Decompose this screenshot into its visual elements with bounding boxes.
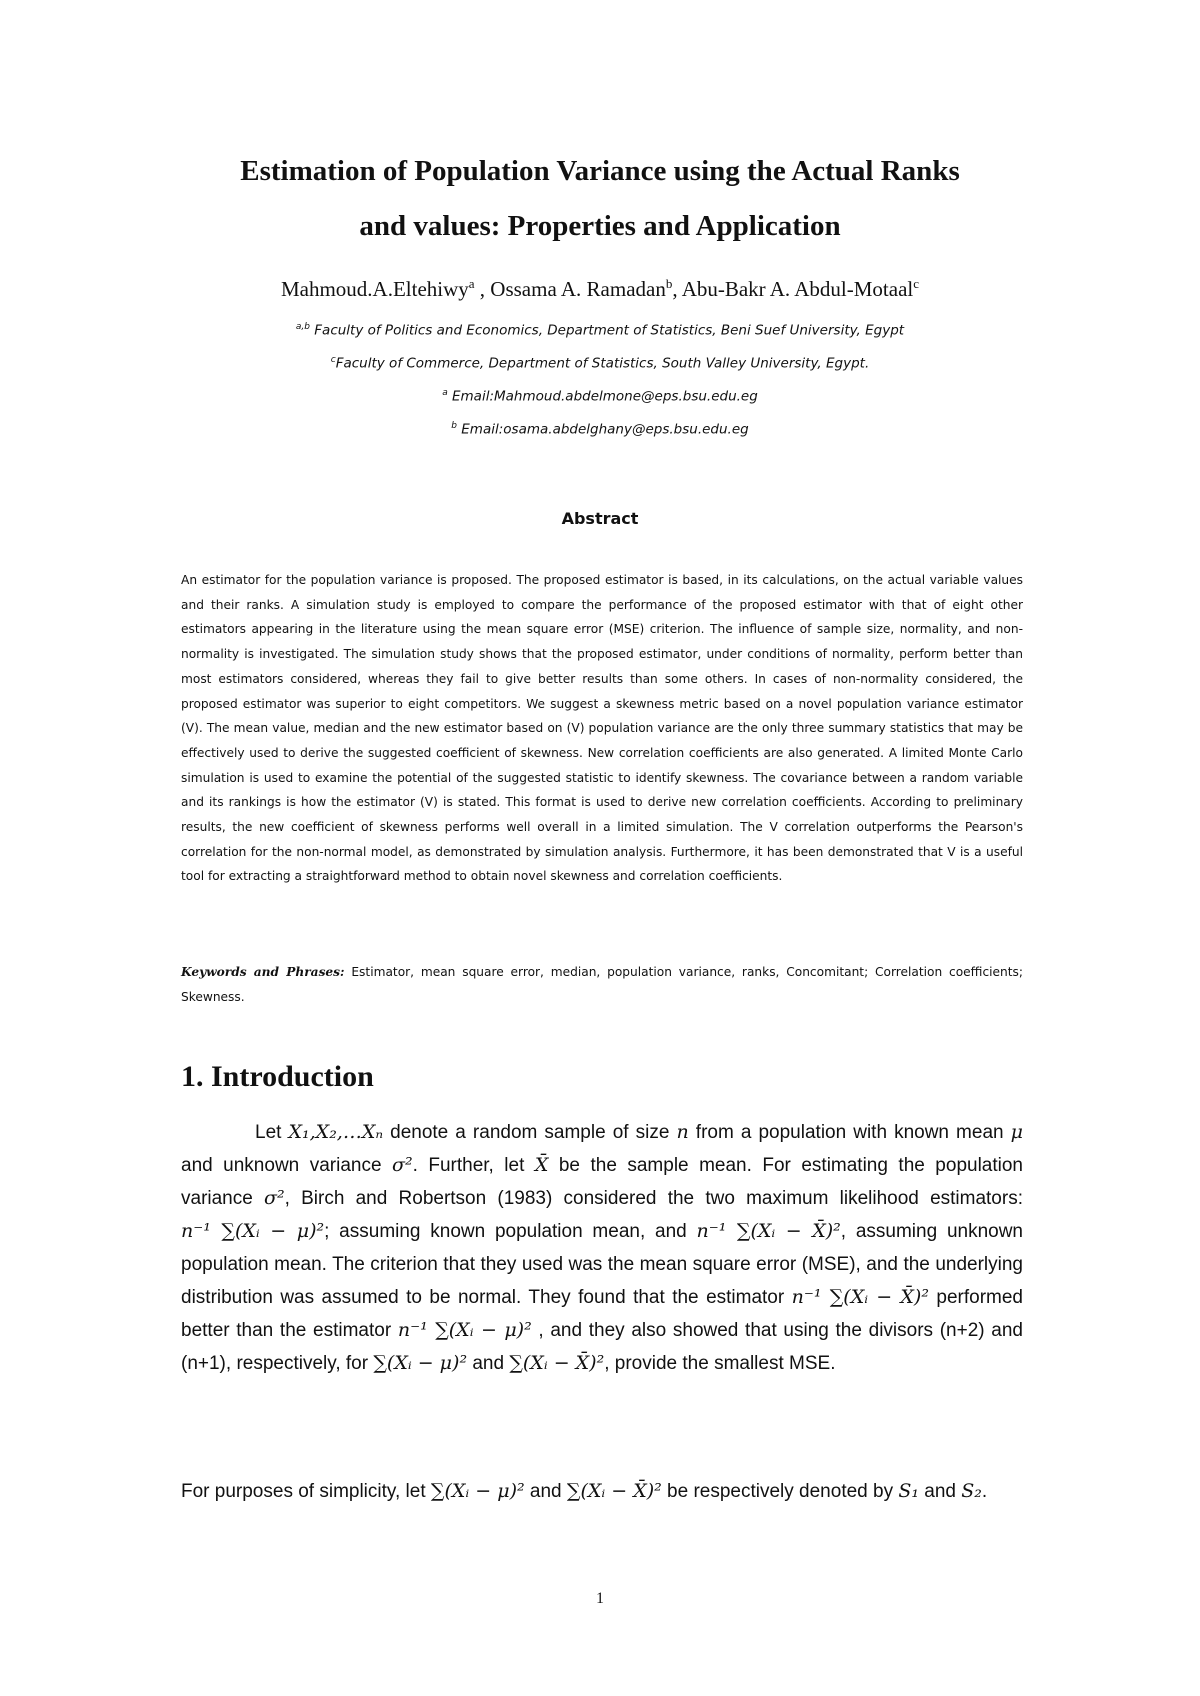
math-expression: ∑(Xᵢ − μ)² xyxy=(430,1480,525,1502)
paragraph-text: ; assuming known population mean, and xyxy=(324,1221,697,1242)
affiliation-superscript: c xyxy=(330,355,336,365)
paragraph-text: be the sample mean. For estimating the population variance xyxy=(181,1155,1024,1209)
math-expression: S₂ xyxy=(961,1480,982,1502)
paragraph-text: For purposes of simplicity, let xyxy=(181,1481,431,1502)
email-superscript: b xyxy=(451,421,457,431)
author-superscript: b xyxy=(665,276,673,291)
author-name: Ossama A. Ramadan xyxy=(490,277,666,301)
math-expression: S₁ xyxy=(898,1480,919,1502)
math-expression: n⁻¹ ∑(Xᵢ − μ)² xyxy=(397,1319,532,1341)
title-line-2: and values: Properties and Application xyxy=(359,210,841,242)
paragraph-text: from a population with known mean xyxy=(688,1122,1011,1143)
math-expression: X̄ xyxy=(534,1154,549,1176)
section-heading-introduction: 1. Introduction xyxy=(181,1060,374,1093)
paragraph-text: . Further, let xyxy=(412,1155,535,1176)
affiliation-text: Faculty of Politics and Economics, Department of Statistics, Beni Suef University, Egypt xyxy=(314,322,905,339)
paragraph-text: , assuming unknown population mean. The criterion that they used was the mean square error (MSE), and the underlying distribution was assumed to be normal. They found that the estimator xyxy=(181,1221,1023,1308)
author-superscript: c xyxy=(913,276,920,291)
keywords-text: Estimator, mean square error, median, population variance, ranks, Concomitant; Correlation coefficients; Skewness. xyxy=(181,965,1023,1004)
math-expression: σ² xyxy=(264,1187,285,1209)
email-superscript: a xyxy=(442,388,448,398)
author-name: Mahmoud.A.Eltehiwy xyxy=(280,277,469,301)
paper-title xyxy=(150,144,1050,254)
page-number: 1 xyxy=(596,1590,604,1607)
title-line-1: Estimation of Population Variance using the Actual Ranks xyxy=(240,155,960,187)
paragraph-text: and xyxy=(919,1481,962,1502)
paragraph-text: be respectively denoted by xyxy=(661,1481,899,1502)
math-expression: n⁻¹ ∑(Xᵢ − X̄)² xyxy=(696,1220,841,1242)
abstract-body: An estimator for the population variance is proposed. The proposed estimator is based, in its calculations, on the actual variable values and their ranks. A simulation study is employed to compare the performance of the proposed estimator with that of eight other estimators appearing in the literature using the mean square error (MSE) criterion. The influence of sample size, normality, and non-normality is investigated. The simulation study shows that the proposed estimator, under conditions of normality, perform better than most estimators considered, whereas they fail to give better results than some others. In cases of non-normality considered, the proposed estimator was superior to eight competitors. We suggest a skewness metric based on a novel population variance estimator (V). The mean value, median and the new estimator based on (V) population variance are the only three summary statistics that may be effectively used to derive the suggested coefficient of skewness. New correlation coefficients are also generated. A limited Monte Carlo simulation is used to examine the potential of the suggested statistic to identify skewness. The covariance between a random variable and its rankings is how the estimator (V) is stated. This format is used to derive new correlation coefficients. According to preliminary results, the new coefficient of skewness performs well overall in a limited simulation. The V correlation outperforms the Pearson's correlation for the non-normal model, as demonstrated by simulation analysis. Furthermore, it has been demonstrated that V is a useful tool for extracting a straightforward method to obtain novel skewness and correlation coefficients. xyxy=(181,573,1023,884)
paragraph-text: , and they also showed that using the divisors (n+2) and (n+1), respectively, for xyxy=(181,1320,1023,1374)
author-name: Abu-Bakr A. Abdul-Motaal xyxy=(681,277,914,301)
email-address: Email:Mahmoud.abdelmone@eps.bsu.edu.eg xyxy=(452,388,758,405)
paragraph-text: Let xyxy=(255,1122,289,1143)
email-address: Email:osama.abdelghany@eps.bsu.edu.eg xyxy=(461,421,749,438)
paragraph-text: and xyxy=(524,1481,567,1502)
introduction-paragraph-2 xyxy=(181,1475,1023,1508)
author-email-a xyxy=(100,388,1100,405)
affiliation-2 xyxy=(100,355,1100,372)
paragraph-text: and xyxy=(467,1353,510,1374)
author-superscript: a xyxy=(468,276,475,291)
math-expression: μ xyxy=(1010,1121,1024,1143)
author-list: Mahmoud.A.Eltehiwy$^a$ , Ossama A. Ramadan$^b$, Abu-Bakr A. Abdul-Motaal$^c$ xyxy=(280,276,920,301)
affiliation-superscript: a,b xyxy=(295,322,310,332)
affiliation-text: Faculty of Commerce, Department of Statistics, South Valley University, Egypt. xyxy=(335,355,870,372)
math-expression: ∑(Xᵢ − μ)² xyxy=(373,1352,468,1374)
affiliation-1 xyxy=(100,322,1100,339)
math-expression: n⁻¹ ∑(Xᵢ − μ)² xyxy=(181,1220,325,1242)
paragraph-text: , provide the smallest MSE. xyxy=(604,1353,836,1374)
paragraph-text: performed better than the estimator xyxy=(181,1287,1023,1341)
keywords-paragraph xyxy=(181,960,1023,1009)
keywords-label: Keywords and Phrases: xyxy=(181,965,345,979)
paragraph-text: . xyxy=(981,1481,988,1502)
introduction-paragraph-1 xyxy=(181,1116,1023,1380)
paragraph-text: and unknown variance xyxy=(181,1155,393,1176)
paragraph-text: , Birch and Robertson (1983) considered the two maximum likelihood estimators: xyxy=(284,1188,1023,1209)
paragraph-text: denote a random sample of size xyxy=(383,1122,677,1143)
math-expression: n⁻¹ ∑(Xᵢ − X̄)² xyxy=(791,1286,929,1308)
author-email-b xyxy=(100,421,1100,438)
math-expression: ∑(Xᵢ − X̄)² xyxy=(566,1480,662,1502)
math-expression: σ² xyxy=(392,1154,413,1176)
math-expression: X₁,X₂,…Xₙ xyxy=(288,1121,384,1143)
math-expression: ∑(Xᵢ − X̄)² xyxy=(509,1352,605,1374)
abstract-heading: Abstract xyxy=(561,509,639,528)
math-expression: n xyxy=(676,1121,689,1143)
